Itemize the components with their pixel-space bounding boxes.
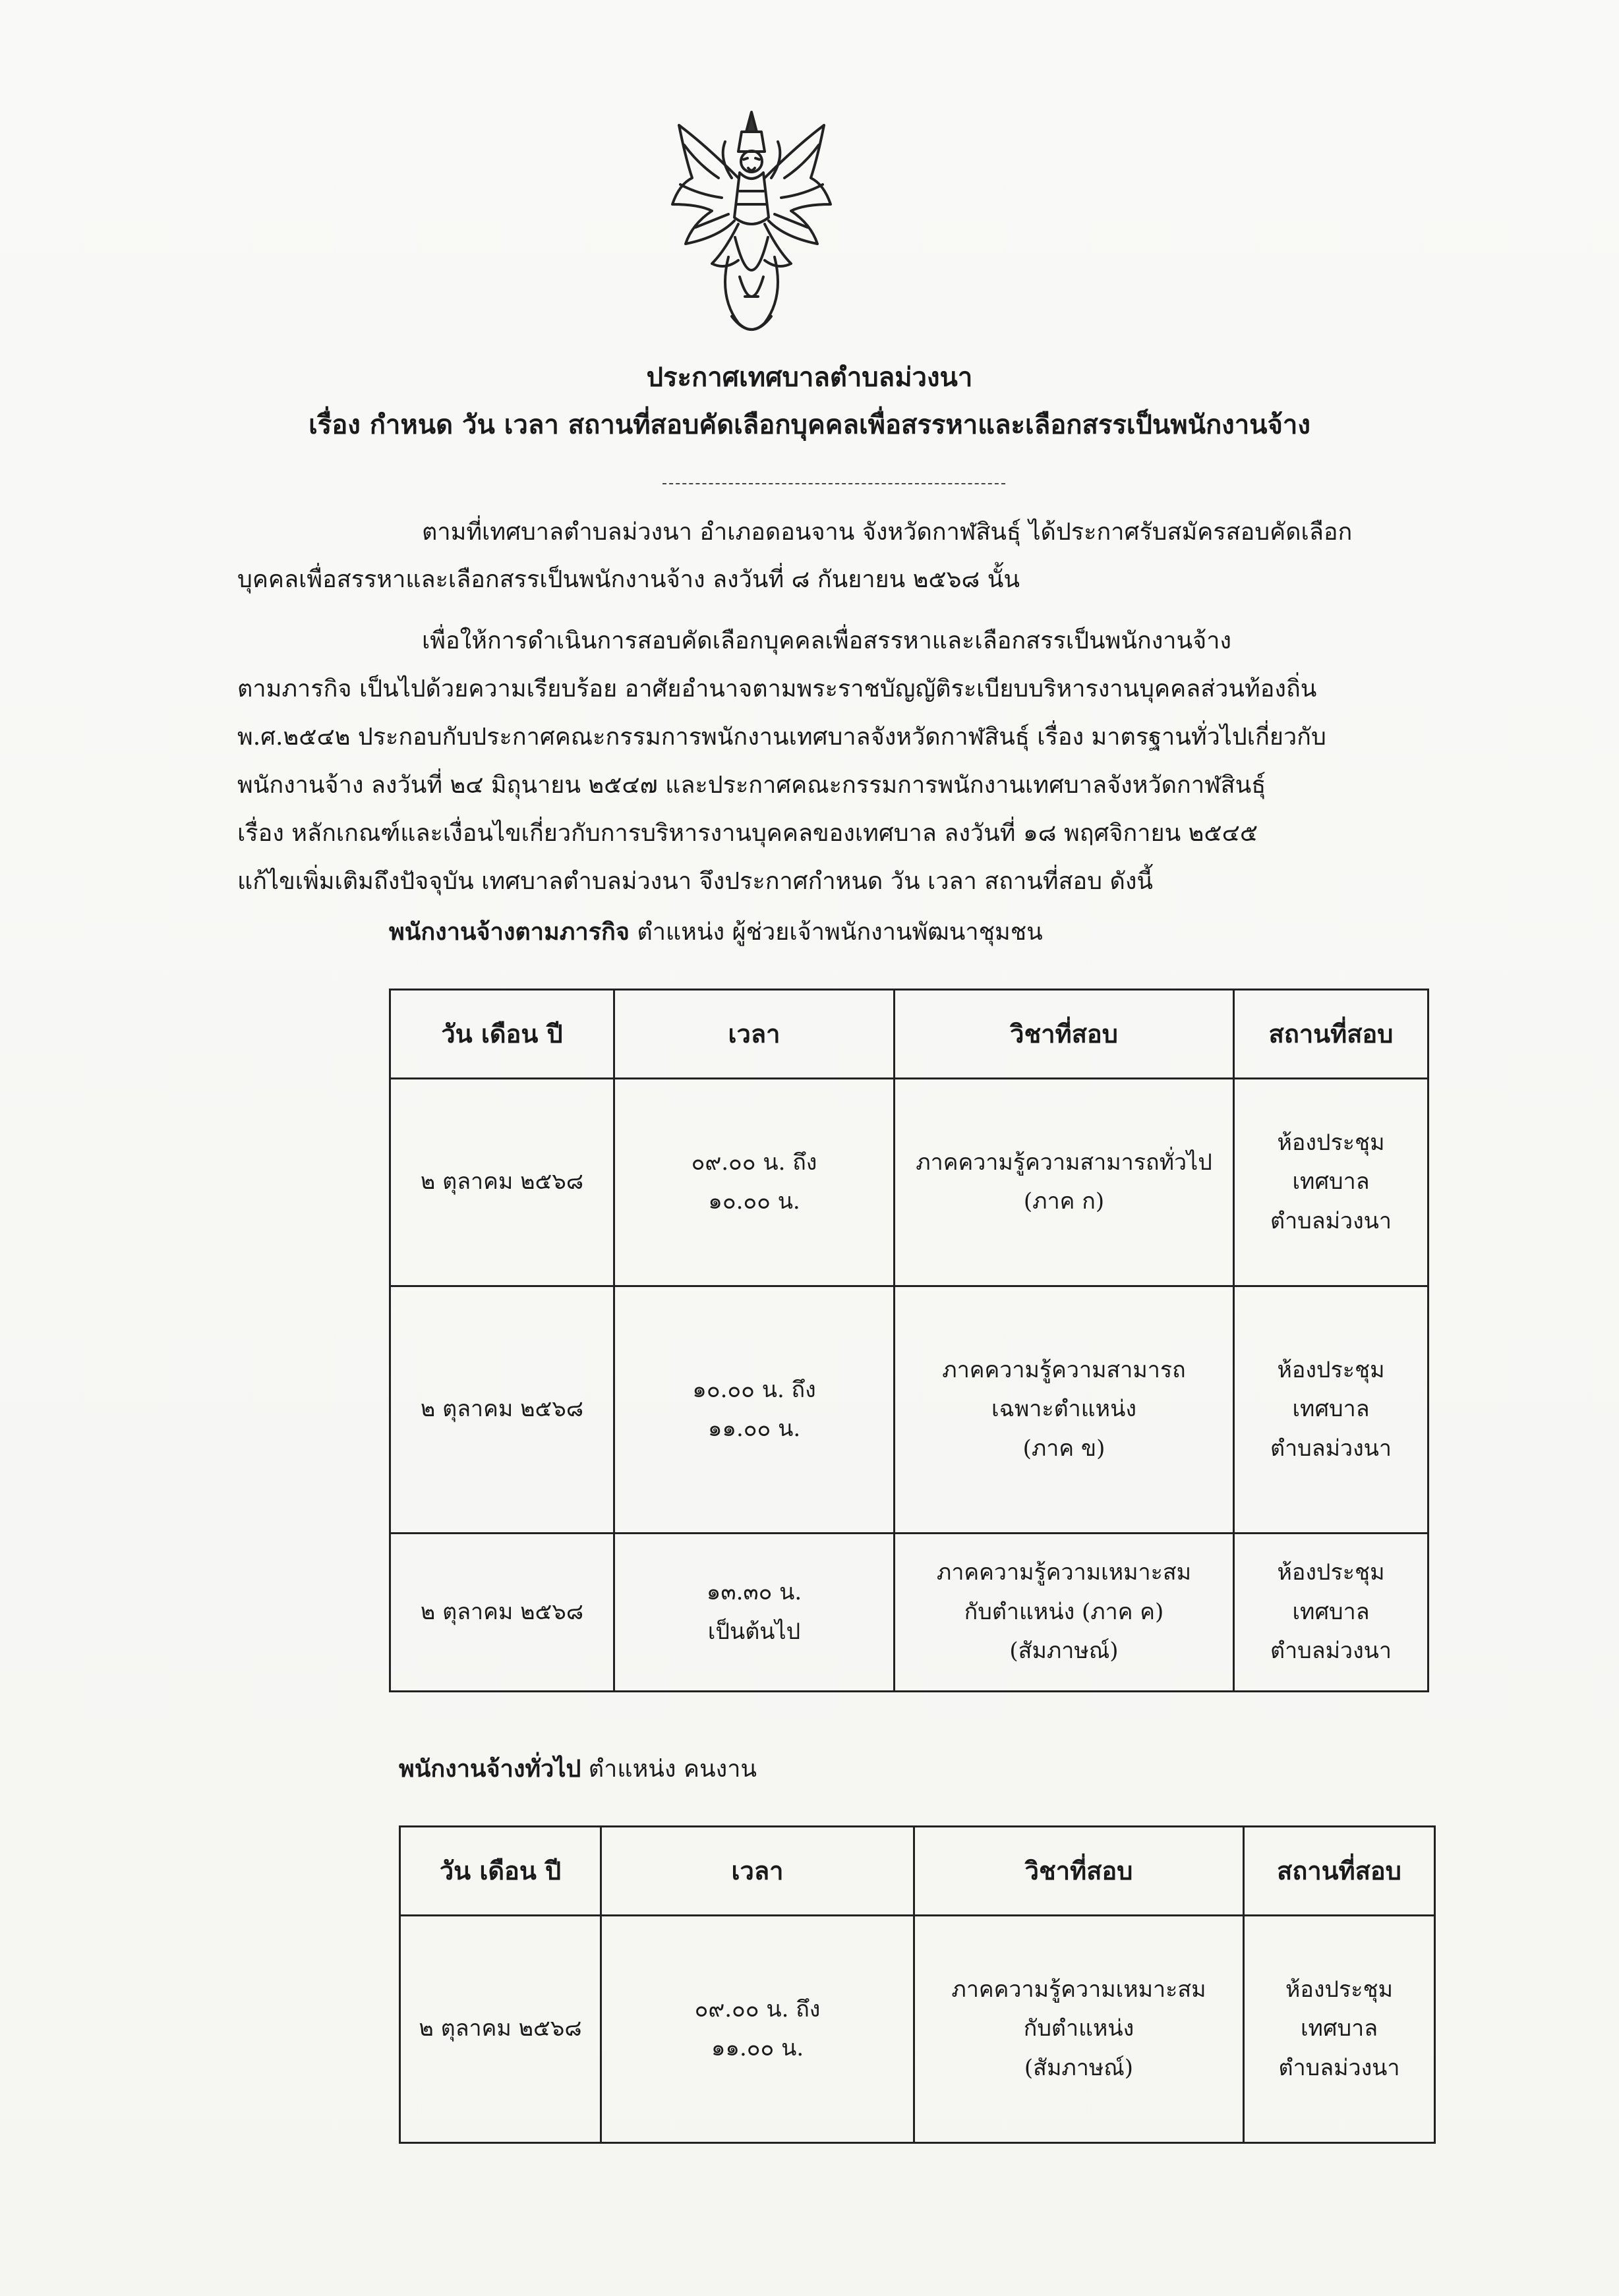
header-subject: วิชาที่สอบ (914, 1827, 1244, 1916)
paragraph-2-line-1: เพื่อให้การดำเนินการสอบคัดเลือกบุคคลเพื่อสรรหาและเลือกสรรเป็นพนักงานจ้าง (422, 627, 1232, 654)
cell-subject-line: (ภาค ก) (1023, 1188, 1105, 1215)
cell-subject-line: (ภาค ข) (1022, 1435, 1105, 1462)
cell-venue-line: เทศบาล (1300, 2015, 1378, 2042)
cell-venue-line: เทศบาล (1292, 1168, 1370, 1195)
header-date: วัน เดือน ปี (390, 990, 614, 1079)
paragraph-2-line-5: เรื่อง หลักเกณฑ์และเงื่อนไขเกี่ยวกับการบริหารงานบุคคลของเทศบาล ลงวันที่ ๑๘ พฤศจิกายน ๒๕๔๕ (237, 820, 1258, 847)
cell-subject-line: (สัมภาษณ์) (1024, 2054, 1134, 2081)
table-header-row (390, 990, 1428, 1079)
cell-venue-line: เทศบาล (1292, 1598, 1370, 1625)
cell-time-line: ๐๙.๐๐ น. ถึง (694, 1995, 821, 2023)
table-row (390, 1079, 1428, 1286)
cell-time-line: ๐๙.๐๐ น. ถึง (691, 1149, 817, 1176)
section-1-heading (389, 913, 1043, 950)
cell-venue-line: ตำบลม่วงนา (1270, 1638, 1392, 1665)
cell-time-line: ๑๐.๐๐ น. ถึง (692, 1376, 816, 1403)
paragraph-1-line-1: ตามที่เทศบาลตำบลม่วงนา อำเภอดอนจาน จังหวัดกาฬสินธุ์ ได้ประกาศรับสมัครสอบคัดเลือก (422, 519, 1353, 546)
cell-subject-line: (สัมภาษณ์) (1009, 1638, 1119, 1665)
paragraph-2-line-4: พนักงานจ้าง ลงวันที่ ๒๔ มิถุนายน ๒๕๔๗ และประกาศคณะกรรมการพนักงานเทศบาลจังหวัดกาฬสินธุ์ (237, 772, 1266, 799)
announcement-subject: เรื่อง กำหนด วัน เวลา สถานที่สอบคัดเลือกบุคคลเพื่อสรรหาและเลือกสรรเป็นพนักงานจ้าง (309, 409, 1310, 440)
paragraph-2-line-3: พ.ศ.๒๕๔๒ ประกอบกับประกาศคณะกรรมการพนักงานเทศบาลจังหวัดกาฬสินธุ์ เรื่อง มาตรฐานทั่วไปเกี่ยวกับ (237, 724, 1326, 751)
cell-venue-line: ห้องประชุม (1277, 1356, 1385, 1383)
cell-time (614, 1079, 895, 1286)
garuda-emblem-icon (666, 105, 837, 343)
header-venue: สถานที่สอบ (1234, 990, 1428, 1079)
section-1-title: พนักงานจ้างตามภารกิจ (389, 918, 630, 946)
cell-time (614, 1286, 895, 1534)
cell-subject (895, 1286, 1234, 1534)
cell-time-line: ๑๑.๐๐ น. (707, 1416, 801, 1442)
cell-time-line: ๑๑.๐๐ น. (711, 2035, 804, 2061)
cell-venue-line: ห้องประชุม (1277, 1559, 1385, 1586)
cell-subject-line: ภาคความรู้ความสามารถทั่วไป (916, 1149, 1212, 1176)
paragraph-1-line-2: บุคคลเพื่อสรรหาและเลือกสรรเป็นพนักงานจ้าง ลงวันที่ ๘ กันยายน ๒๕๖๘ นั้น (237, 566, 1020, 593)
header-date: วัน เดือน ปี (400, 1827, 601, 1916)
cell-venue-line: ตำบลม่วงนา (1278, 2054, 1400, 2081)
section-2-position: ตำแหน่ง คนงาน (581, 1756, 757, 1783)
section-2-heading (399, 1750, 757, 1787)
cell-date: ๒ ตุลาคม ๒๕๖๘ (390, 1286, 614, 1534)
cell-time-line: ๑๐.๐๐ น. (708, 1188, 800, 1215)
table-row (390, 1286, 1428, 1534)
paragraph-2-line-6: แก้ไขเพิ่มเติมถึงปัจจุบัน เทศบาลตำบลม่วงนา จึงประกาศกำหนด วัน เวลา สถานที่สอบ ดังนี้ (237, 868, 1154, 895)
exam-schedule-table-2 (399, 1825, 1436, 2144)
header-subject: วิชาที่สอบ (895, 990, 1234, 1079)
cell-time-line: ๑๓.๓๐ น. (706, 1579, 802, 1605)
cell-time-line: เป็นต้นไป (707, 1618, 801, 1645)
cell-date: ๒ ตุลาคม ๒๕๖๘ (400, 1916, 601, 2143)
cell-venue (1234, 1286, 1428, 1534)
table-row (400, 1916, 1435, 2143)
cell-subject-line: ภาคความรู้ความสามารถ (942, 1356, 1186, 1383)
header-time: เวลา (601, 1827, 914, 1916)
cell-subject-line: ภาคความรู้ความเหมาะสม (936, 1559, 1192, 1586)
cell-subject (914, 1916, 1244, 2143)
exam-schedule-table-1 (389, 989, 1429, 1692)
table-row (390, 1534, 1428, 1692)
cell-subject (895, 1079, 1234, 1286)
cell-subject-line: ภาคความรู้ความเหมาะสม (951, 1976, 1206, 2003)
cell-time (614, 1534, 895, 1692)
cell-time (601, 1916, 914, 2143)
header-time: เวลา (614, 990, 895, 1079)
cell-venue-line: ห้องประชุม (1285, 1976, 1394, 2003)
section-1-position: ตำแหน่ง ผู้ช่วยเจ้าพนักงานพัฒนาชุมชน (629, 919, 1043, 946)
cell-venue-line: ตำบลม่วงนา (1270, 1207, 1392, 1234)
cell-date: ๒ ตุลาคม ๒๕๖๘ (390, 1534, 614, 1692)
section-2-title: พนักงานจ้างทั่วไป (399, 1755, 581, 1783)
divider (662, 483, 1005, 484)
cell-venue (1244, 1916, 1435, 2143)
cell-venue-line: ห้องประชุม (1277, 1129, 1385, 1156)
cell-date: ๒ ตุลาคม ๒๕๖๘ (390, 1079, 614, 1286)
paragraph-2-line-2: ตามภารกิจ เป็นไปด้วยความเรียบร้อย อาศัยอำนาจตามพระราชบัญญัติระเบียบบริหารงานบุคคลส่วนท้องถิ่น (237, 675, 1317, 703)
cell-venue (1234, 1079, 1428, 1286)
cell-subject (895, 1534, 1234, 1692)
header-venue: สถานที่สอบ (1244, 1827, 1435, 1916)
announcement-title: ประกาศเทศบาลตำบลม่วงนา (646, 362, 973, 393)
cell-subject-line: เฉพาะตำแหน่ง (991, 1396, 1136, 1423)
cell-subject-line: กับตำแหน่ง (1023, 2015, 1134, 2042)
cell-venue-line: เทศบาล (1292, 1396, 1370, 1423)
cell-subject-line: กับตำแหน่ง (ภาค ค) (964, 1598, 1164, 1625)
cell-venue-line: ตำบลม่วงนา (1270, 1435, 1392, 1462)
table-header-row (400, 1827, 1435, 1916)
cell-venue (1234, 1534, 1428, 1692)
